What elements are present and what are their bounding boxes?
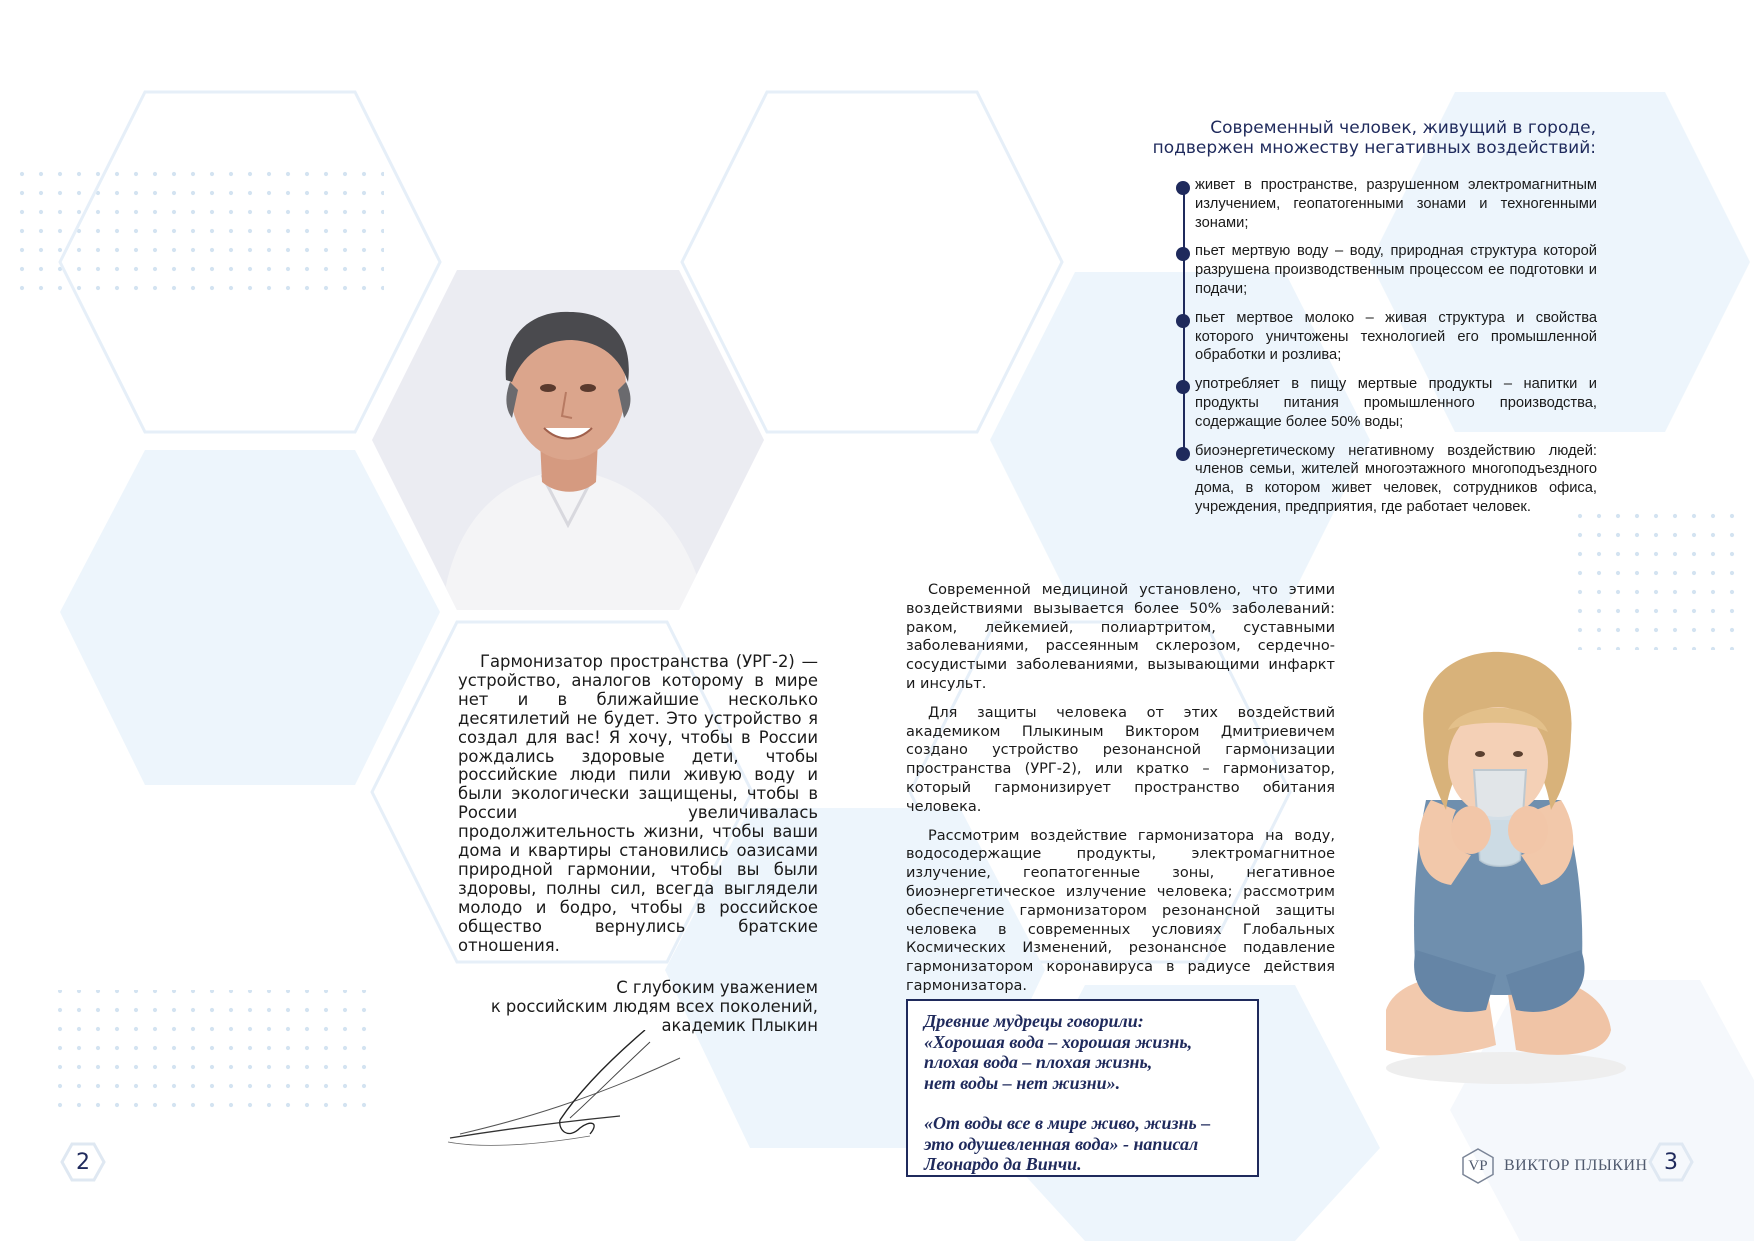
list-item: биоэнергетическому негативному воздействию людей: членов семьи, жителей многоэтажного многоподъездного дома, в котором живет человек, сотрудников офиса, учреждения, предприятия, где работает человек. <box>1195 442 1597 517</box>
list-item: пьет мертвое молоко – живая структура и свойства которого уничтожены технологией его промышленной обработки и розлива; <box>1195 309 1597 365</box>
list-item: живет в пространстве, разрушенном электромагнитным излучением, геопатогенными зонами и техногенными зонами; <box>1195 176 1597 232</box>
quote-line: это одушевленная вода» - написал <box>924 1133 1199 1154</box>
signoff-line-3: академик Плыкин <box>661 1016 818 1035</box>
heading-line-2: подвержен множеству негативных воздействий: <box>1152 138 1596 158</box>
brand-logo <box>1460 1146 1648 1186</box>
paragraph-protection: Для защиты человека от этих воздействий академиком Плыкиным Виктором Дмитриевичем создано устройство резонансной гармонизации пространства (УРГ-2), или кратко – гармонизатор, который гармонизирует пространство обитания человека. <box>906 704 1335 815</box>
vp-logo-icon: VP <box>1460 1148 1496 1184</box>
brand-name: ВИКТОР ПЛЫКИН <box>1504 1157 1648 1174</box>
signoff <box>440 978 818 1035</box>
body-text <box>906 581 1335 1006</box>
signoff-line-1: С глубоким уважением <box>616 978 818 997</box>
signoff-line-2: к российским людям всех поколений, <box>490 997 818 1016</box>
paragraph-overview: Рассмотрим воздействие гармонизатора на воду, водосодержащие продукты, электромагнитное излучение, геопатогенные зоны, негативное биоэнергетическое излучение человека; рассмотрим обеспечение гармонизатором резонансной защиты человека в современных условиях Глобальных Космических Изменений, резонансное подавление гармонизатором коронавируса в радиусе действия гармонизатора. <box>906 827 1335 994</box>
page-number-right: 3 <box>1648 1142 1694 1182</box>
bullet-icon <box>1176 314 1190 328</box>
intro-text <box>458 653 818 956</box>
quote-line: Леонардо да Винчи. <box>924 1154 1082 1174</box>
quote-line: Древние мудрецы говорили: <box>924 1011 1144 1031</box>
page-number-left: 2 <box>60 1142 106 1182</box>
portrait-photo <box>372 270 764 610</box>
right-page-heading <box>996 118 1596 158</box>
bullet-icon <box>1176 181 1190 195</box>
child-drinking-water-photo <box>1356 650 1636 1090</box>
list-item: употребляет в пищу мертвые продукты – напитки и продукты питания промышленного производства, содержащие более 50% воды; <box>1195 375 1597 431</box>
quote-line: плохая вода – плохая жизнь, <box>924 1052 1153 1072</box>
handwritten-signature <box>440 1030 690 1175</box>
intro-paragraph: Гармонизатор пространства (УРГ-2) — устройство, аналогов которому в мире нет и в ближайшие несколько десятилетий не будет. Это устройство я создал для вас! Я хочу, чтобы в России рождались здоровые дети, чтобы российские люди пили живую воду и были экологически защищены, чтобы в России увеличивалась продолжительность жизни, чтобы ваши дома и квартиры становились оазисами природной гармонии, чтобы вы были здоровы, полны сил, всегда выглядели молодо и бодро, чтобы в российское общество вернулись братские отношения. <box>458 652 818 955</box>
quote-line: «От воды все в мире живо, жизнь – <box>924 1113 1211 1133</box>
list-item: пьет мертвую воду – воду, природная структура которой разрушена производственным процессом ее подготовки и подачи; <box>1195 242 1597 298</box>
paragraph-medicine: Современной медициной установлено, что этими воздействиями вызывается более 50% заболеваний: раком, лейкемией, полиартритом, суставными заболеваниями, рассеянным склерозом, сердечно-сосудистыми заболеваниями, вызывающими инфаркт и инсульт. <box>906 582 1335 692</box>
quote-box <box>906 999 1259 1177</box>
bullet-icon <box>1176 447 1190 461</box>
impact-list <box>1195 176 1597 527</box>
quote-line: нет воды – нет жизни». <box>924 1072 1121 1093</box>
quote-line: «Хорошая вода – хорошая жизнь, <box>924 1031 1193 1052</box>
heading-line-1: Современный человек, живущий в городе, <box>1210 118 1596 138</box>
